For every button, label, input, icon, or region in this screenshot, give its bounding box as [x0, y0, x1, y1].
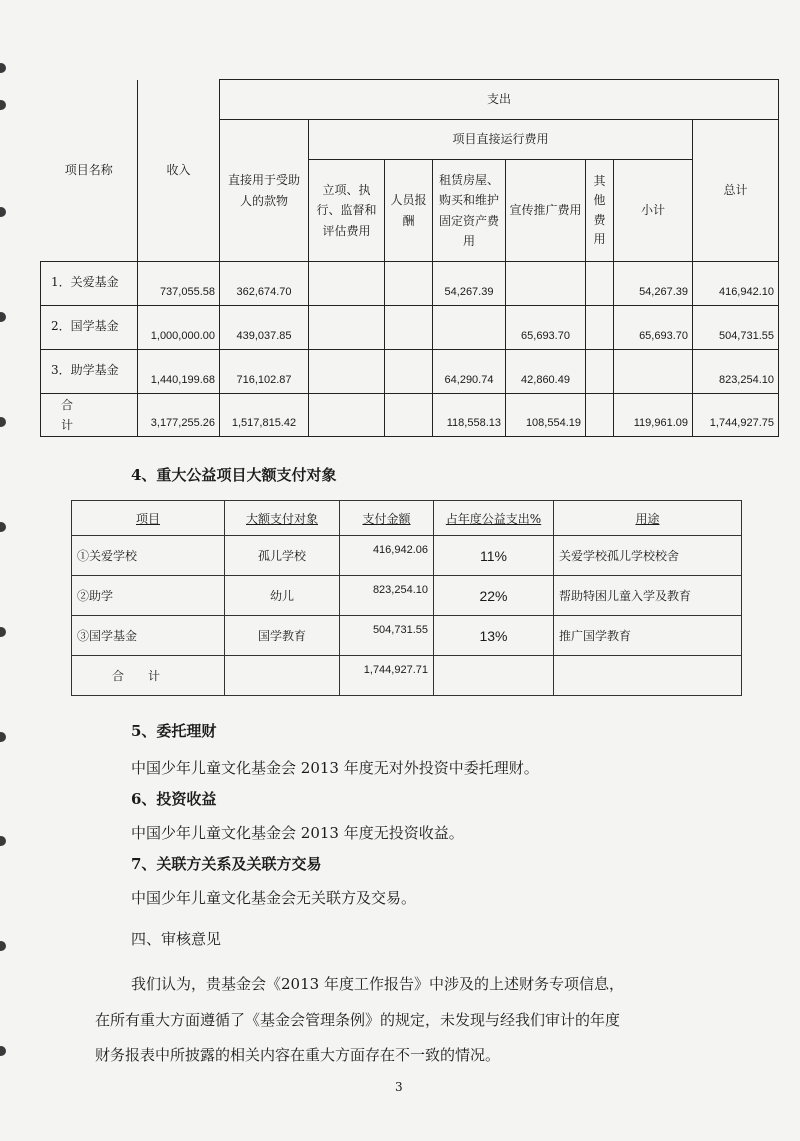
row-name: 1．关爱基金	[41, 262, 138, 306]
header-income: 收入	[138, 80, 220, 262]
row-percent: 22%	[434, 576, 554, 616]
header-direct-operating: 项目直接运行费用	[309, 120, 693, 160]
section4-title: 4、重大公益项目大额支付对象	[131, 466, 337, 484]
row-use: 推广国学教育	[554, 616, 742, 656]
row-subtotal: 54,267.39	[614, 262, 693, 306]
row-personnel	[385, 262, 433, 306]
section7-text: 中国少年儿童文化基金会无关联方及交易。	[131, 889, 417, 907]
row-income: 1,000,000.00	[138, 306, 220, 350]
sum-subtotal: 119,961.09	[614, 394, 693, 437]
header-cost-rent: 租赁房屋、购买和维护固定资产费用	[433, 160, 506, 262]
opinion-line-2: 在所有重大方面遵循了《基金会管理条例》的规定，未发现与经我们审计的年度	[95, 1011, 621, 1029]
header-use: 用途	[554, 501, 742, 536]
binder-hole	[0, 63, 6, 73]
row-percent: 13%	[434, 616, 554, 656]
table-row	[72, 576, 742, 616]
section6-title: 6、投资收益	[131, 790, 217, 808]
row-amount: 416,942.06	[340, 536, 434, 576]
part4-title: 四、审核意见	[131, 930, 222, 948]
project-expenditure-table	[40, 79, 779, 437]
row-total: 504,731.55	[693, 306, 779, 350]
row-payee: 幼儿	[225, 576, 340, 616]
row-payee: 孤儿学校	[225, 536, 340, 576]
sum-rent: 118,558.13	[433, 394, 506, 437]
row-amount: 504,731.55	[340, 616, 434, 656]
opinion-line-3: 财务报表中所披露的相关内容在重大方面存在不一致的情况。	[95, 1046, 501, 1064]
header-total: 总计	[693, 120, 779, 262]
header-cost-promotion: 宣传推广费用	[506, 160, 586, 262]
row-setup	[309, 306, 385, 350]
row-direct: 716,102.87	[220, 350, 309, 394]
sum-personnel	[385, 394, 433, 437]
row-other	[586, 350, 614, 394]
sum-payee	[225, 656, 340, 696]
row-payee: 国学教育	[225, 616, 340, 656]
header-percent: 占年度公益支出%	[434, 501, 554, 536]
sum-total: 1,744,927.75	[693, 394, 779, 437]
sum-income: 3,177,255.26	[138, 394, 220, 437]
row-other	[586, 306, 614, 350]
binder-hole	[0, 941, 6, 951]
row-percent: 11%	[434, 536, 554, 576]
sum-label: 合计	[72, 656, 225, 696]
binder-hole	[0, 1046, 6, 1056]
opinion-line-1: 我们认为，贵基金会《2013 年度工作报告》中涉及的上述财务专项信息，	[131, 975, 624, 993]
row-personnel	[385, 306, 433, 350]
header-payee: 大额支付对象	[225, 501, 340, 536]
row-name: 2．国学基金	[41, 306, 138, 350]
table-row	[41, 306, 779, 350]
binder-hole	[0, 417, 6, 427]
section5-text: 中国少年儿童文化基金会 2013 年度无对外投资中委托理财。	[131, 759, 539, 777]
sum-amount: 1,744,927.71	[340, 656, 434, 696]
row-name: 3．助学基金	[41, 350, 138, 394]
header-project-name: 项目名称	[41, 80, 138, 262]
header-subtotal: 小计	[614, 160, 693, 262]
row-income: 1,440,199.68	[138, 350, 220, 394]
row-project: ③国学基金	[72, 616, 225, 656]
row-project: ①关爱学校	[72, 536, 225, 576]
row-rent: 64,290.74	[433, 350, 506, 394]
row-project: ②助学	[72, 576, 225, 616]
header-direct-beneficiary: 直接用于受助人的款物	[220, 120, 309, 262]
table-total-row	[41, 394, 779, 437]
row-total: 823,254.10	[693, 350, 779, 394]
section7-title: 7、关联方关系及关联方交易	[131, 855, 322, 873]
binder-hole	[0, 522, 6, 532]
row-income: 737,055.58	[138, 262, 220, 306]
table-row	[72, 616, 742, 656]
row-subtotal	[614, 350, 693, 394]
header-cost-setup: 立项、执行、监督和评估费用	[309, 160, 385, 262]
section5-title: 5、委托理财	[131, 722, 217, 740]
row-direct: 362,674.70	[220, 262, 309, 306]
sum-direct: 1,517,815.42	[220, 394, 309, 437]
row-promotion: 65,693.70	[506, 306, 586, 350]
row-promotion: 42,860.49	[506, 350, 586, 394]
binder-hole	[0, 207, 6, 217]
row-subtotal: 65,693.70	[614, 306, 693, 350]
binder-hole	[0, 732, 6, 742]
row-direct: 439,037.85	[220, 306, 309, 350]
row-amount: 823,254.10	[340, 576, 434, 616]
row-other	[586, 262, 614, 306]
header-expenditure: 支出	[220, 80, 779, 120]
row-rent	[433, 306, 506, 350]
page-number: 3	[395, 1080, 403, 1094]
row-total: 416,942.10	[693, 262, 779, 306]
sum-setup	[309, 394, 385, 437]
row-personnel	[385, 350, 433, 394]
section6-text: 中国少年儿童文化基金会 2013 年度无投资收益。	[131, 824, 464, 842]
table-row	[72, 536, 742, 576]
binder-hole	[0, 100, 6, 110]
row-use: 帮助特困儿童入学及教育	[554, 576, 742, 616]
binder-hole	[0, 627, 6, 637]
table-total-row	[72, 656, 742, 696]
row-promotion	[506, 262, 586, 306]
header-project: 项目	[72, 501, 225, 536]
table-row	[41, 350, 779, 394]
row-rent: 54,267.39	[433, 262, 506, 306]
binder-hole	[0, 312, 6, 322]
sum-percent	[434, 656, 554, 696]
sum-other	[586, 394, 614, 437]
binder-hole	[0, 836, 6, 846]
large-payment-table	[71, 500, 742, 696]
table-row	[41, 262, 779, 306]
header-cost-other: 其他费用	[586, 160, 614, 262]
row-setup	[309, 262, 385, 306]
header-amount: 支付金额	[340, 501, 434, 536]
row-setup	[309, 350, 385, 394]
header-cost-personnel: 人员报酬	[385, 160, 433, 262]
sum-promotion: 108,554.19	[506, 394, 586, 437]
row-use: 关爱学校孤儿学校校舍	[554, 536, 742, 576]
sum-label: 合计	[41, 394, 138, 437]
sum-use	[554, 656, 742, 696]
